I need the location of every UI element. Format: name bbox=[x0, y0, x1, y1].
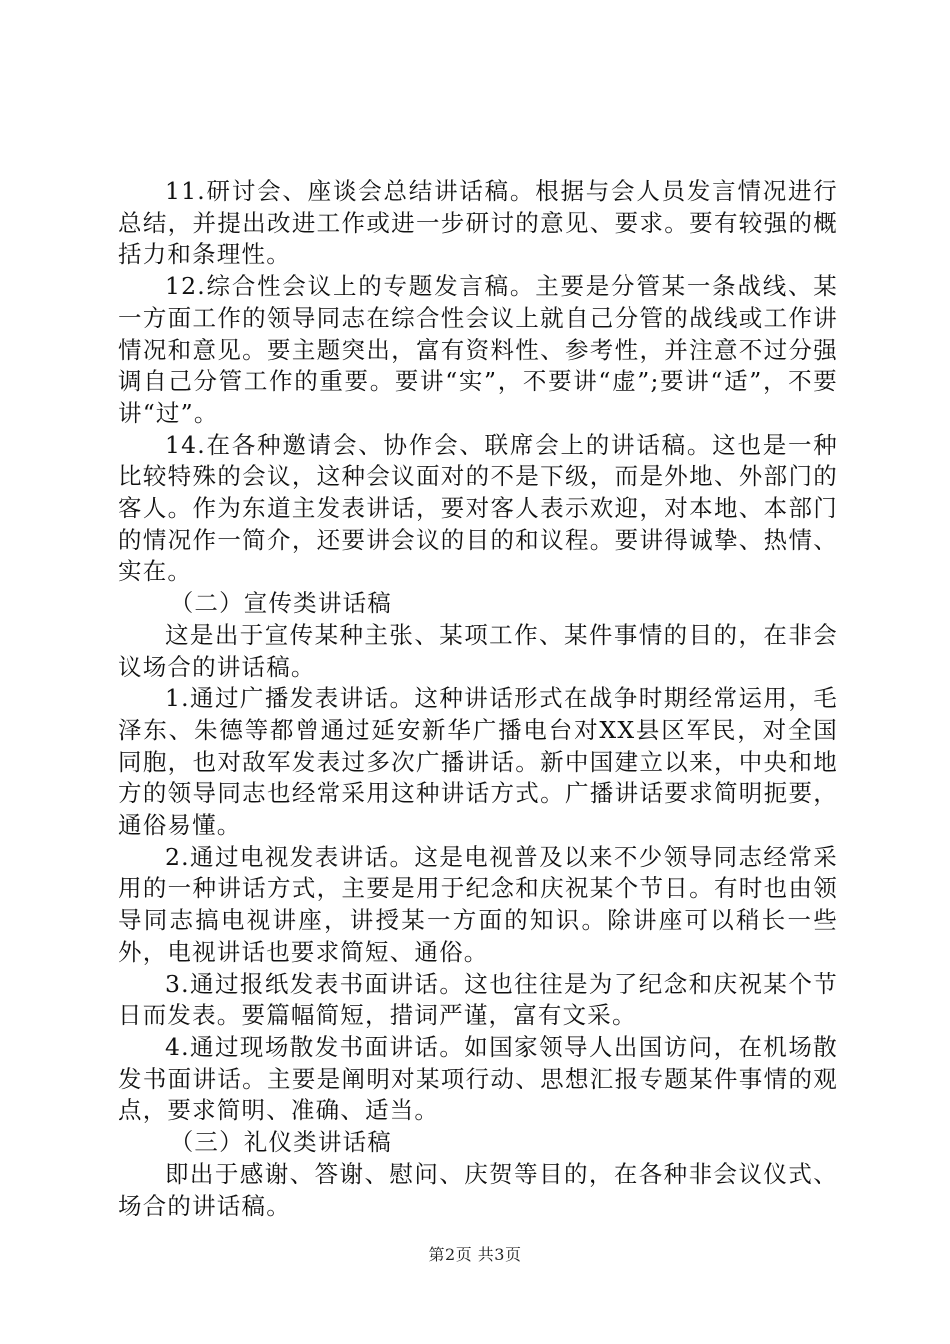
paragraph-item-11: 11.研讨会、座谈会总结讲话稿。根据与会人员发言情况进行总结，并提出改进工作或进一步研讨的意见、要求。要有较强的概括力和条理性。 bbox=[118, 177, 838, 269]
paragraph-item-onsite: 4.通过现场散发书面讲话。如国家领导人出国访问，在机场散发书面讲话。主要是阐明对某项行动、思想汇报专题某件事情的观点，要求简明、准确、适当。 bbox=[118, 1032, 838, 1125]
paragraph-item-television: 2.通过电视发表讲话。这是电视普及以来不少领导同志经常采用的一种讲话方式，主要是用于纪念和庆祝某个节日。有时也由领导同志搞电视讲座，讲授某一方面的知识。除讲座可以稍长一些外，电视讲话也要求简短、通俗。 bbox=[118, 842, 838, 966]
paragraph-item-14: 14.在各种邀请会、协作会、联席会上的讲话稿。这也是一种比较特殊的会议，这种会议面对的不是下级，而是外地、外部门的客人。作为东道主发表讲话，要对客人表示欢迎，对本地、本部门的情况作一简介，还要讲会议的目的和议程。要讲得诚挚、热情、实在。 bbox=[118, 430, 838, 586]
paragraph-item-newspaper: 3.通过报纸发表书面讲话。这也往往是为了纪念和庆祝某个节日而发表。要篇幅简短，措词严谨，富有文采。 bbox=[118, 969, 838, 1030]
section-heading-etiquette: （三）礼仪类讲话稿 bbox=[169, 1128, 392, 1157]
paragraph-item-12: 12.综合性会议上的专题发言稿。主要是分管某一条战线、某一方面工作的领导同志在综合性会议上就自己分管的战线或工作讲情况和意见。要主题突出，富有资料性、参考性，并注意不过分强调自己分管工作的重要。要讲“实”，不要讲“虚”;要讲“适”，不要讲“过”。 bbox=[118, 272, 838, 427]
paragraph-item-broadcast: 1.通过广播发表讲话。这种讲话形式在战争时期经常运用，毛泽东、朱德等都曾通过延安新华广播电台对XX县区军民，对全国同胞，也对敌军发表过多次广播讲话。新中国建立以来，中央和地方的领导同志也经常采用这种讲话方式。广播讲话要求简明扼要，通俗易懂。 bbox=[118, 684, 838, 840]
page-number-footer: 第2页 共3页 bbox=[428, 1245, 522, 1264]
document-body bbox=[118, 176, 838, 1222]
section-heading-publicity: （二）宣传类讲话稿 bbox=[169, 589, 392, 618]
paragraph-etiquette-intro: 即出于感谢、答谢、慰问、庆贺等目的，在各种非会议仪式、场合的讲话稿。 bbox=[118, 1159, 838, 1220]
paragraph-publicity-intro: 这是出于宣传某种主张、某项工作、某件事情的目的，在非会议场合的讲话稿。 bbox=[118, 620, 838, 681]
